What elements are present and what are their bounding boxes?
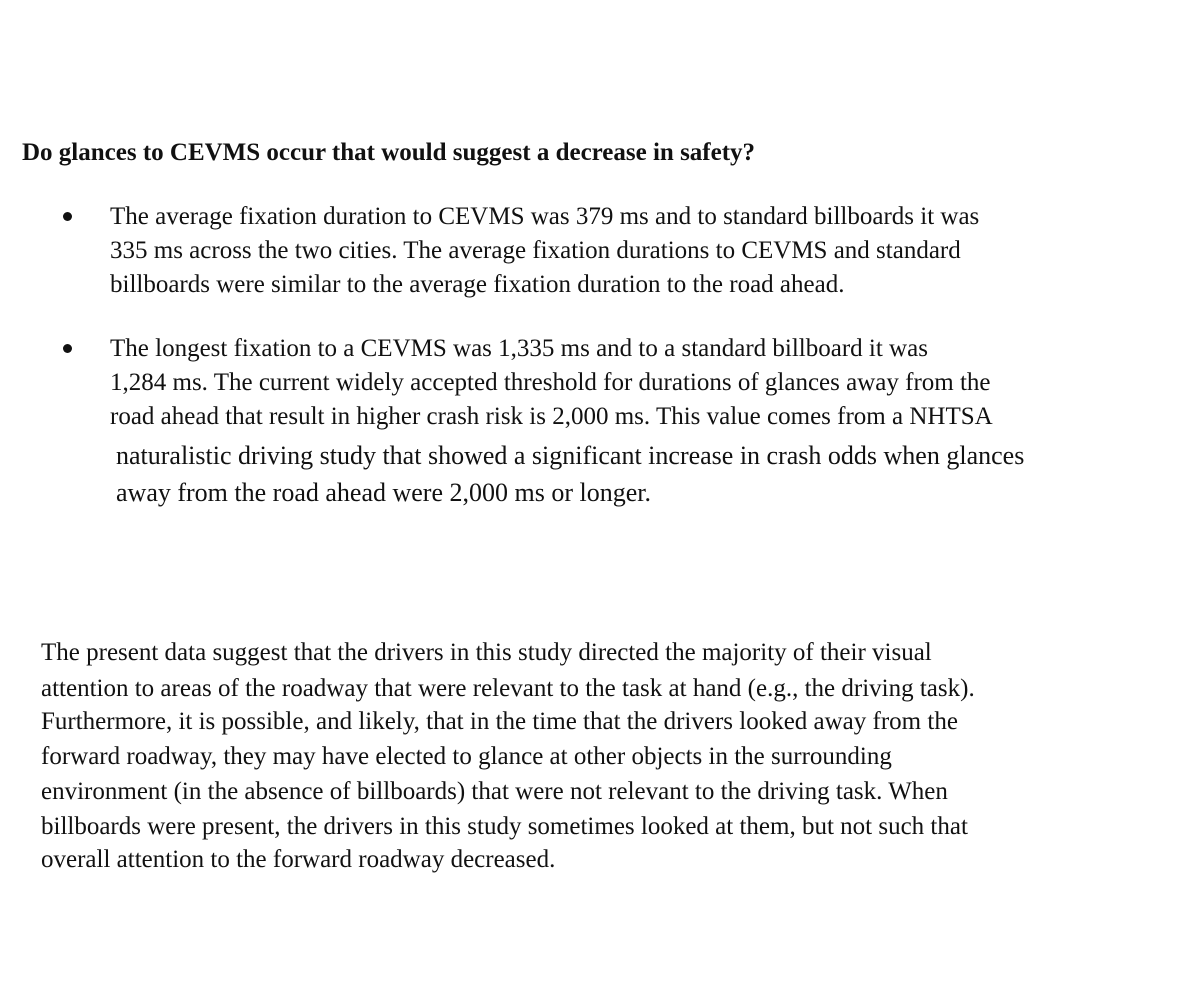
paragraph-line: forward roadway, they may have elected to glance at other objects in the surrounding bbox=[41, 743, 892, 770]
bullet-text-line: 1,284 ms. The current widely accepted threshold for durations of glances away from the bbox=[110, 369, 991, 396]
paragraph-line: overall attention to the forward roadway decreased. bbox=[41, 846, 556, 873]
bullet-text-line: The average fixation duration to CEVMS was 379 ms and to standard billboards it was bbox=[110, 203, 980, 230]
section-heading: Do glances to CEVMS occur that would suggest a decrease in safety? bbox=[22, 139, 756, 166]
bullet-text-line: naturalistic driving study that showed a significant increase in crash odds when glances bbox=[116, 441, 1025, 470]
bullet-text-line: The longest fixation to a CEVMS was 1,335 ms and to a standard billboard it was bbox=[110, 335, 928, 362]
bullet-icon bbox=[63, 344, 72, 353]
paragraph-line: The present data suggest that the drivers in this study directed the majority of their visual bbox=[41, 639, 932, 666]
bullet-text-line: road ahead that result in higher crash risk is 2,000 ms. This value comes from a NHTSA bbox=[110, 403, 993, 430]
paragraph-line: billboards were present, the drivers in this study sometimes looked at them, but not such that bbox=[41, 813, 968, 840]
bullet-text-line: away from the road ahead were 2,000 ms or longer. bbox=[116, 478, 651, 507]
paragraph-line: Furthermore, it is possible, and likely, that in the time that the drivers looked away from the bbox=[41, 708, 958, 735]
bullet-text-line: billboards were similar to the average fixation duration to the road ahead. bbox=[110, 271, 845, 298]
bullet-icon bbox=[63, 212, 72, 221]
bullet-text-line: 335 ms across the two cities. The average fixation durations to CEVMS and standard bbox=[110, 237, 961, 264]
paragraph-line: environment (in the absence of billboards) that were not relevant to the driving task. When bbox=[41, 778, 948, 805]
paragraph-line: attention to areas of the roadway that were relevant to the task at hand (e.g., the driving task). bbox=[41, 675, 975, 702]
